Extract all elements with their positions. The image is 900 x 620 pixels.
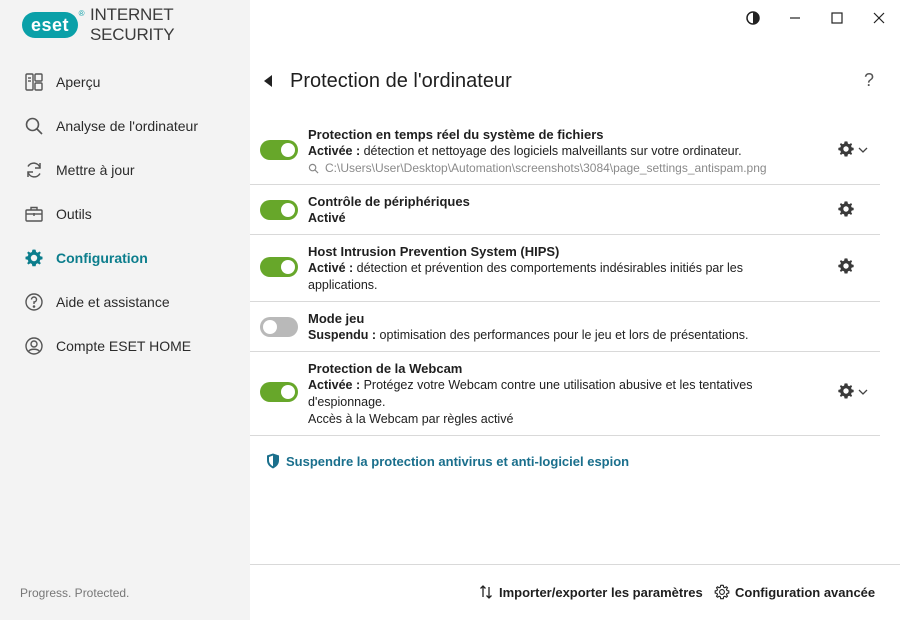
tools-icon (24, 204, 44, 224)
minimize-button[interactable] (774, 0, 816, 36)
logo-text: eset (31, 14, 70, 35)
tagline: Progress. Protected. (20, 586, 130, 600)
help-icon (24, 292, 44, 312)
overview-icon (24, 72, 44, 92)
footer-divider (250, 564, 900, 565)
module-status: Activée : (308, 144, 361, 158)
module-description (308, 327, 808, 344)
back-button[interactable] (262, 73, 274, 89)
contrast-icon (746, 11, 760, 25)
webcam-protection-toggle[interactable] (260, 382, 298, 402)
import-export-button[interactable] (478, 584, 703, 600)
sidebar-item-label: Aide et assistance (56, 294, 170, 310)
sidebar-item-label: Aperçu (56, 74, 101, 90)
module-path-text: C:\Users\User\Desktop\Automation\screenshots\3084\page_settings_antispam.png (325, 161, 767, 175)
scan-icon (24, 116, 44, 136)
sidebar-item-label: Compte ESET HOME (56, 338, 192, 354)
suspend-protection-label: Suspendre la protection antivirus et anti-logiciel espion (286, 453, 630, 469)
module-title: Contrôle de périphériques (308, 194, 470, 209)
module-title: Host Intrusion Prevention System (HIPS) (308, 244, 560, 259)
module-gaming-mode (250, 302, 880, 352)
sidebar-item-label: Mettre à jour (56, 162, 135, 178)
gear-icon (714, 584, 730, 600)
sidebar-item-account[interactable] (0, 324, 250, 368)
import-export-label: Importer/exporter les paramètres (499, 584, 703, 600)
module-description (308, 260, 808, 294)
sidebar-item-update[interactable] (0, 148, 250, 192)
realtime-protection-expand-button[interactable] (857, 143, 869, 155)
module-realtime-protection (250, 118, 880, 185)
module-status: Activé : (308, 261, 354, 275)
import-export-icon (478, 584, 494, 600)
module-title: Protection de la Webcam (308, 361, 463, 376)
sidebar-item-tools[interactable] (0, 192, 250, 236)
close-button[interactable] (858, 0, 900, 36)
module-description-text: optimisation des performances pour le jeu et lors de présentations. (379, 328, 749, 342)
chevron-down-icon (857, 386, 869, 398)
logo-registered-mark: ® (78, 9, 86, 18)
module-description (308, 377, 808, 411)
module-device-control (250, 185, 880, 235)
gear-icon (837, 257, 855, 275)
module-status: Suspendu : (308, 328, 377, 342)
sidebar (0, 0, 250, 620)
sidebar-item-help[interactable] (0, 280, 250, 324)
realtime-protection-settings-button[interactable] (837, 140, 855, 158)
gear-icon (24, 248, 44, 268)
module-description-text: Protégez votre Webcam contre une utilisation abusive et les tentatives d'espionnage. (308, 378, 753, 409)
sidebar-item-configuration[interactable] (0, 236, 250, 280)
update-icon (24, 160, 44, 180)
realtime-protection-toggle[interactable] (260, 140, 298, 160)
sidebar-item-label: Configuration (56, 250, 148, 266)
window-controls (732, 0, 900, 36)
module-status: Activée : (308, 378, 361, 392)
maximize-icon (830, 11, 844, 25)
gear-icon (837, 382, 855, 400)
back-arrow-icon (264, 75, 272, 87)
protection-modules (250, 118, 880, 436)
page-title: Protection de l'ordinateur (290, 70, 512, 92)
minimize-icon (788, 11, 802, 25)
gaming-mode-toggle[interactable] (260, 317, 298, 337)
advanced-setup-label: Configuration avancée (735, 584, 876, 600)
gear-icon (837, 140, 855, 158)
device-control-settings-button[interactable] (837, 200, 855, 218)
close-icon (872, 11, 886, 25)
sidebar-item-label: Analyse de l'ordinateur (56, 118, 198, 134)
module-description-text: détection et nettoyage des logiciels malveillants sur votre ordinateur. (363, 144, 742, 158)
search-icon (308, 163, 319, 174)
module-title: Protection en temps réel du système de fichiers (308, 127, 604, 142)
hips-settings-button[interactable] (837, 257, 855, 275)
sidebar-item-overview[interactable] (0, 60, 250, 104)
account-icon (24, 336, 44, 356)
shield-icon (266, 453, 280, 469)
module-extra-info: Accès à la Webcam par règles activé (308, 412, 514, 426)
gear-icon (837, 200, 855, 218)
sidebar-item-label: Outils (56, 206, 92, 222)
module-webcam-protection (250, 352, 880, 436)
module-hips (250, 235, 880, 302)
chevron-down-icon (857, 144, 869, 156)
logo (22, 5, 250, 44)
module-description (308, 143, 808, 160)
module-status: Activé (308, 211, 346, 225)
module-description-text: détection et prévention des comportements indésirables initiés par les applications. (308, 261, 743, 292)
maximize-button[interactable] (816, 0, 858, 36)
advanced-setup-button[interactable] (714, 584, 875, 600)
theme-toggle-button[interactable] (732, 0, 774, 36)
webcam-protection-expand-button[interactable] (857, 385, 869, 397)
eset-logo (22, 9, 86, 38)
module-path (308, 160, 880, 177)
hips-toggle[interactable] (260, 257, 298, 277)
sidebar-item-scan[interactable] (0, 104, 250, 148)
device-control-toggle[interactable] (260, 200, 298, 220)
sidebar-nav (0, 60, 250, 368)
product-name: INTERNET SECURITY (90, 5, 175, 44)
suspend-protection-link[interactable] (266, 453, 629, 469)
module-description (308, 210, 808, 227)
webcam-protection-settings-button[interactable] (837, 382, 855, 400)
help-button[interactable]: ? (864, 70, 875, 90)
module-title: Mode jeu (308, 311, 365, 326)
